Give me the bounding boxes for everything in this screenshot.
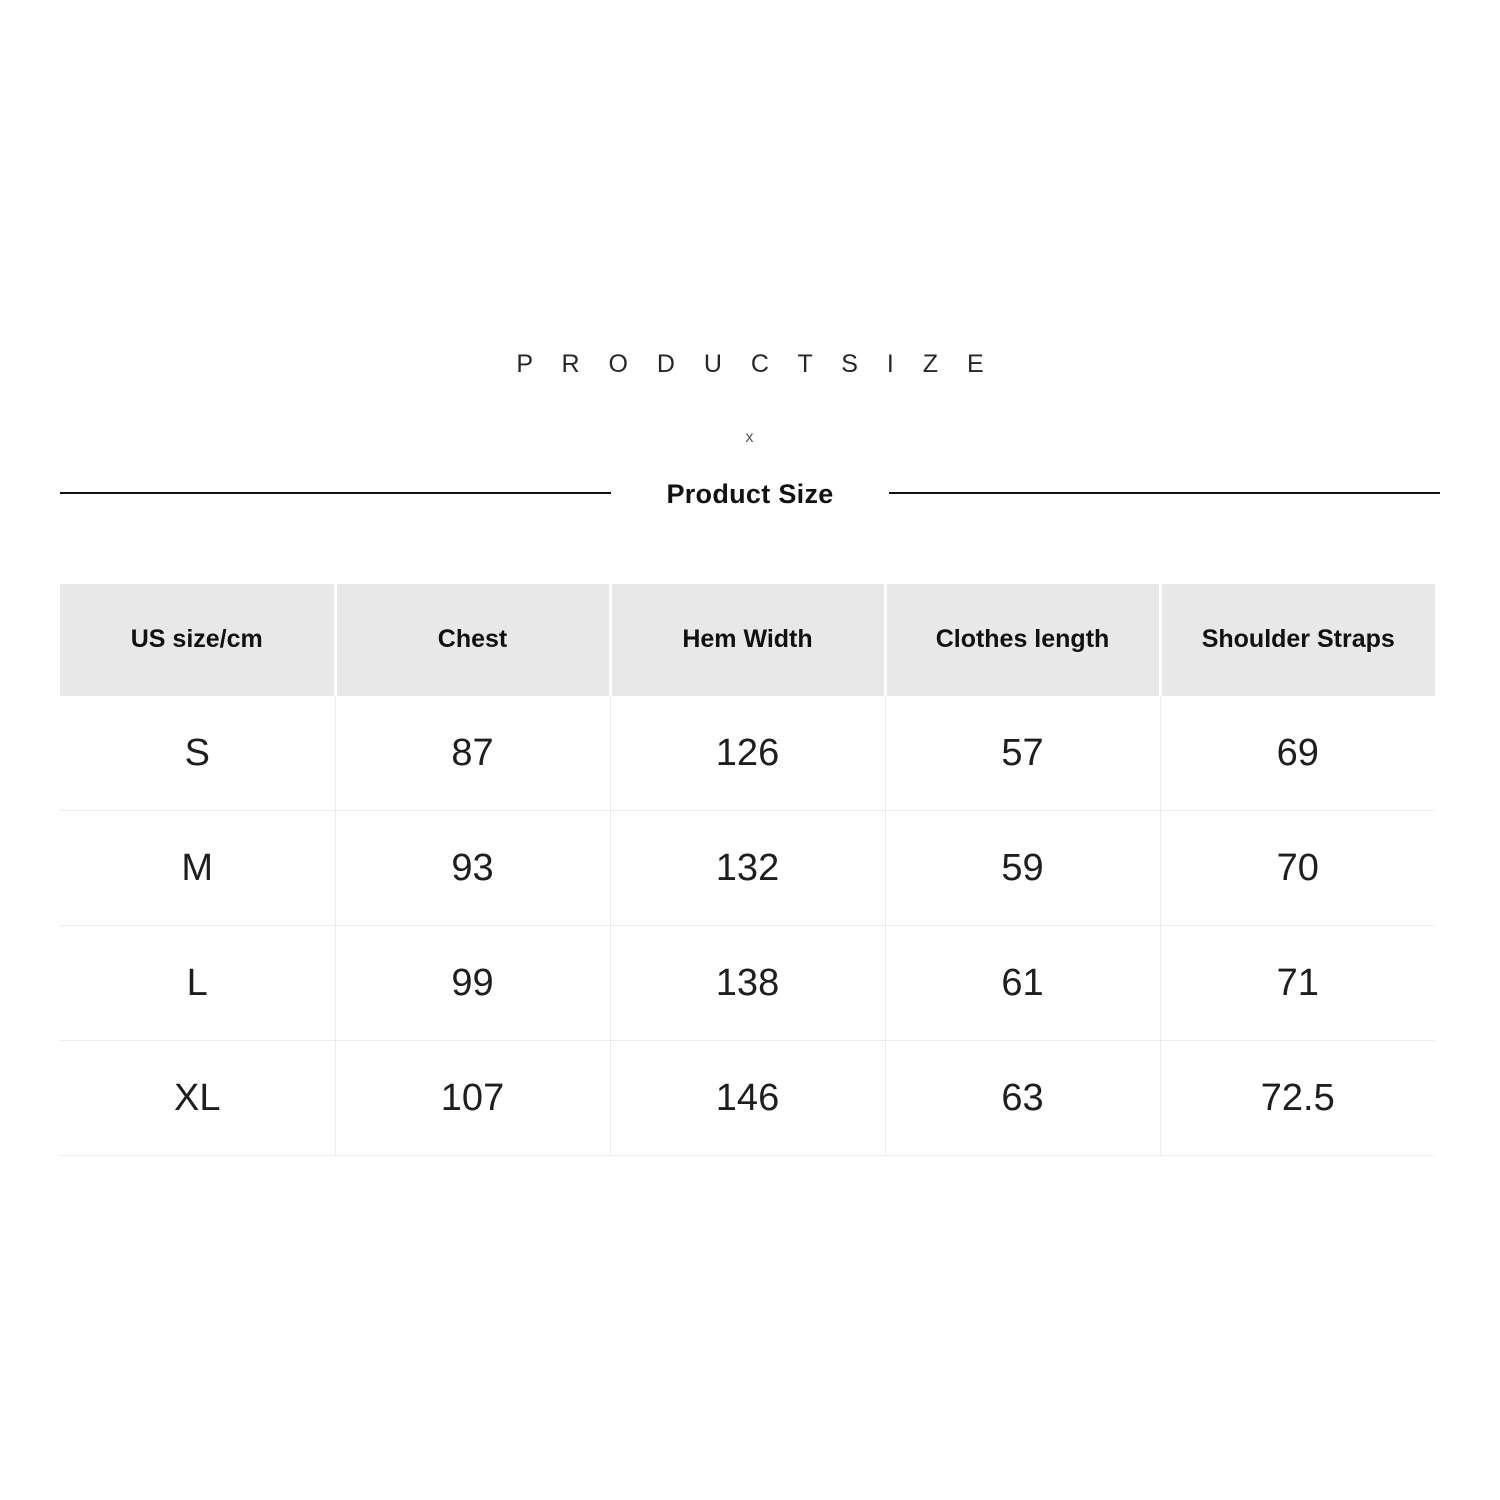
size-chart-content [60, 350, 1440, 1156]
cell-hem-width: 126 [610, 696, 885, 811]
table-row [60, 1041, 1435, 1156]
table-header-row [60, 584, 1435, 696]
cell-shoulder-straps: 70 [1160, 811, 1435, 926]
cell-size: S [60, 696, 335, 811]
cell-clothes-length: 57 [885, 696, 1160, 811]
table-row [60, 696, 1435, 811]
divider-mark: x [745, 429, 755, 446]
column-header-clothes-length: Clothes length [885, 584, 1160, 696]
cell-clothes-length: 63 [885, 1041, 1160, 1156]
column-header-shoulder-straps: Shoulder Straps [1160, 584, 1435, 696]
page-eyebrow: P R O D U C T S I Z E [516, 350, 995, 378]
column-header-hem-width: Hem Width [610, 584, 885, 696]
cell-shoulder-straps: 69 [1160, 696, 1435, 811]
column-header-us-size: US size/cm [60, 584, 335, 696]
title-rule-left [60, 492, 611, 494]
size-table [60, 584, 1435, 1156]
cell-chest: 107 [335, 1041, 610, 1156]
page-title: Product Size [666, 479, 834, 509]
cell-shoulder-straps: 71 [1160, 926, 1435, 1041]
cell-clothes-length: 59 [885, 811, 1160, 926]
cell-size: M [60, 811, 335, 926]
table-row [60, 811, 1435, 926]
section-title-row [60, 477, 1440, 508]
cell-hem-width: 132 [610, 811, 885, 926]
cell-size: XL [60, 1041, 335, 1156]
cell-chest: 87 [335, 696, 610, 811]
column-header-chest: Chest [335, 584, 610, 696]
size-table-head [60, 584, 1435, 696]
cell-hem-width: 138 [610, 926, 885, 1041]
cell-size: L [60, 926, 335, 1041]
table-row [60, 926, 1435, 1041]
title-rule-right [889, 492, 1440, 494]
cell-hem-width: 146 [610, 1041, 885, 1156]
size-table-body [60, 696, 1435, 1156]
cell-clothes-length: 61 [885, 926, 1160, 1041]
cell-chest: 99 [335, 926, 610, 1041]
cell-shoulder-straps: 72.5 [1160, 1041, 1435, 1156]
cell-chest: 93 [335, 811, 610, 926]
